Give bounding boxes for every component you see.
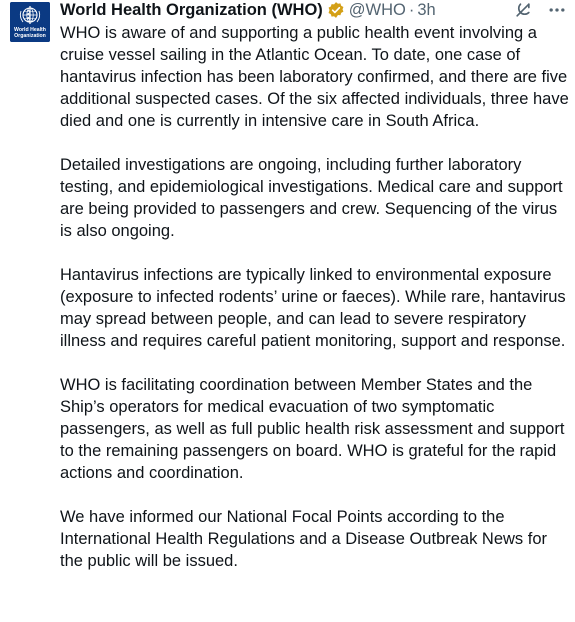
- more-options-icon[interactable]: [547, 0, 567, 20]
- tweet-paragraph: Detailed investigations are ongoing, including further laboratory testing, and epidemiological investigations. Medical care and support are being provided to passengers and crew. Sequencing of the virus is also ongoing.: [60, 156, 563, 240]
- who-logo-icon: [10, 2, 50, 42]
- avatar-text-line1: World Health: [14, 27, 46, 33]
- avatar[interactable]: [10, 2, 50, 42]
- verified-badge-icon[interactable]: [327, 1, 345, 19]
- tweet-paragraph: WHO is facilitating coordination between Member States and the Ship’s operators for medical evacuation of two symptomatic passengers, as well as full public health risk assessment and support to the remaining passengers on board. WHO is grateful for the rapid actions and coordination.: [60, 376, 565, 482]
- author-name[interactable]: World Health Organization (WHO): [60, 0, 323, 19]
- tweet-paragraph: WHO is aware of and supporting a public health event involving a cruise vessel sailing in the Atlantic Ocean. To date, one case of hantavirus infection has been laboratory confirmed, and there are five additional suspected cases. Of the six affected individuals, three have died and one is currently in intensive care in South Africa.: [60, 24, 569, 130]
- tweet-header: [60, 0, 565, 20]
- separator-dot: ·: [408, 0, 415, 19]
- author-handle[interactable]: @WHO: [348, 0, 406, 19]
- tweet-text: [60, 22, 572, 572]
- post-time[interactable]: 3h: [417, 0, 436, 19]
- tweet-paragraph: Hantavirus infections are typically linked to environmental exposure (exposure to infected rodents’ urine or faeces). While rare, hantavirus may spread between people, and can lead to severe respiratory illness and requires careful patient monitoring, support and response.: [60, 266, 566, 350]
- header-actions: [513, 0, 567, 20]
- grok-icon[interactable]: [513, 0, 533, 20]
- tweet-paragraph: We have informed our National Focal Points according to the International Health Regulations and a Disease Outbreak News for the public will be issued.: [60, 508, 548, 570]
- avatar-text-line2: Organization: [14, 33, 46, 39]
